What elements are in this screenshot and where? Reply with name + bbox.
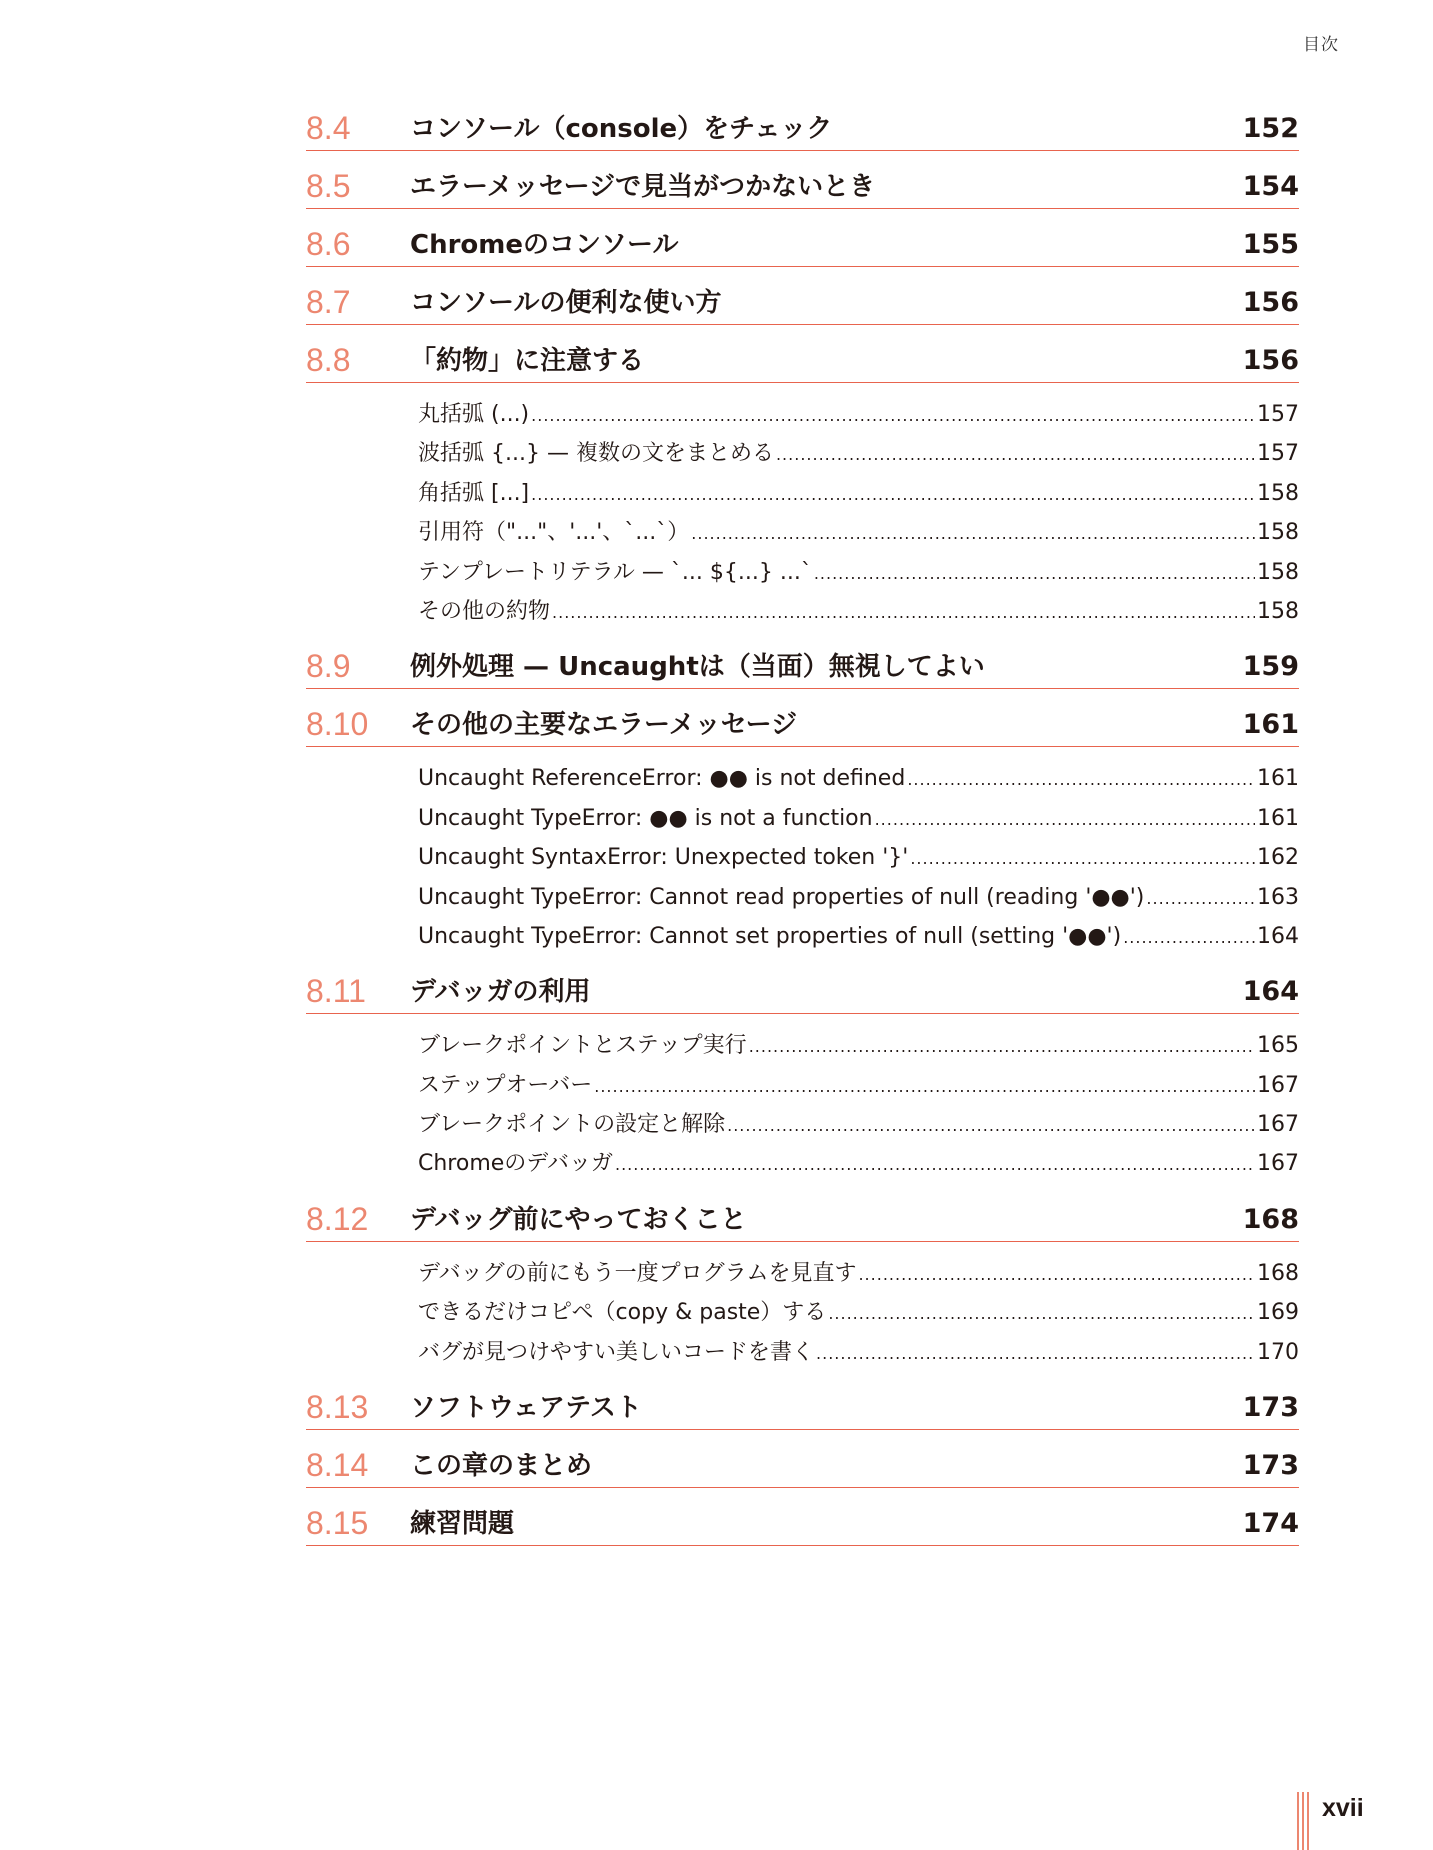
section-title: コンソール（console）をチェック [410,114,833,144]
section-title: デバッガの利用 [410,977,591,1008]
section-number: 8.6 [306,226,351,262]
toc-subsection-row[interactable] [418,553,1299,592]
section-title: デバッグ前にやっておくこと [410,1204,747,1235]
subsection-title: ブレークポイントとステップ実行 [418,1033,747,1059]
toc-section-row[interactable] [306,219,1299,267]
dot-leader [1123,918,1255,957]
subsection-page: 161 [1257,766,1299,792]
subsection-page: 169 [1257,1300,1299,1326]
subsection-title: Chromeのデバッガ [418,1151,613,1177]
section-page: 161 [1242,709,1299,741]
subsection-list [306,747,1299,956]
section-number: 8.8 [306,342,351,378]
section-page: 154 [1242,171,1299,202]
dot-leader [531,396,1255,435]
toc-subsection-row[interactable] [418,474,1299,513]
subsection-title: デバッグの前にもう一度プログラムを見直す [418,1260,857,1286]
footer-rule [1297,1792,1299,1850]
section-title: この章のまとめ [410,1451,593,1482]
section-page: 155 [1242,229,1299,260]
running-head: 目次 [1303,35,1339,55]
dot-leader [816,1334,1255,1373]
toc-section-row[interactable] [306,277,1299,325]
section-number: 8.13 [306,1389,369,1426]
table-of-contents [306,103,1299,1546]
toc-subsection-row[interactable] [418,1105,1299,1144]
subsection-list [306,1014,1299,1184]
subsection-page: 161 [1257,805,1299,831]
subsection-page: 157 [1257,441,1299,467]
dot-leader [858,1255,1255,1294]
subsection-title: Uncaught TypeError: Cannot set properties of null (setting '●●') [418,923,1122,949]
section-number: 8.12 [306,1200,369,1237]
section-number: 8.7 [306,284,351,320]
section-page: 168 [1242,1203,1299,1235]
section-page: 152 [1242,113,1299,144]
toc-subsection-row[interactable] [418,395,1299,434]
section-title: 練習問題 [410,1509,515,1540]
toc-section-row[interactable] [306,1194,1299,1242]
toc-subsection-row[interactable] [418,1333,1299,1372]
dot-leader [594,1067,1255,1106]
section-number: 8.15 [306,1505,369,1542]
page-number: xvii [1322,1794,1364,1822]
section-title: コンソールの便利な使い方 [410,288,722,318]
subsection-list [306,383,1299,631]
dot-leader [615,1145,1255,1184]
toc-section-row[interactable] [306,966,1299,1014]
toc-subsection-row[interactable] [418,592,1299,631]
toc-subsection-row[interactable] [418,1026,1299,1065]
dot-leader [531,475,1255,514]
section-page: 164 [1242,976,1299,1008]
subsection-page: 168 [1257,1260,1299,1286]
toc-section-row[interactable] [306,1498,1299,1546]
dot-leader [875,800,1255,839]
subsection-page: 170 [1257,1339,1299,1365]
subsection-page: 163 [1257,884,1299,910]
section-page: 159 [1242,651,1299,683]
dot-leader [907,760,1255,799]
section-number: 8.5 [306,168,351,204]
subsection-title: ステップオーバー [418,1072,593,1098]
subsection-page: 158 [1257,520,1299,546]
dot-leader [814,554,1255,593]
section-page: 156 [1242,287,1299,318]
section-number: 8.10 [306,706,369,743]
section-page: 174 [1242,1508,1299,1540]
subsection-title: 角括弧 [...] [418,480,530,506]
dot-leader [552,593,1255,632]
toc-subsection-row[interactable] [418,434,1299,473]
section-title: ソフトウェアテスト [410,1393,642,1424]
subsection-page: 167 [1257,1112,1299,1138]
toc-subsection-row[interactable] [418,759,1299,798]
subsection-page: 158 [1257,559,1299,585]
toc-section-row[interactable] [306,161,1299,209]
dot-leader [1146,879,1255,918]
footer-rule [1307,1792,1309,1850]
dot-leader [749,1027,1255,1066]
toc-subsection-row[interactable] [418,838,1299,877]
subsection-title: Uncaught ReferenceError: ●● is not defined [418,766,906,792]
section-title: Chromeのコンソール [410,230,679,260]
section-title: 例外処理 — Uncaughtは（当面）無視してよい [410,652,985,683]
footer-rule [1302,1792,1304,1850]
section-title: 「約物」に注意する [410,346,645,376]
toc-subsection-row[interactable] [418,1293,1299,1332]
dot-leader [828,1294,1255,1333]
subsection-list [306,1242,1299,1372]
toc-section-row[interactable] [306,1440,1299,1488]
section-page: 173 [1242,1450,1299,1482]
section-page: 173 [1242,1392,1299,1424]
subsection-page: 158 [1257,480,1299,506]
subsection-title: できるだけコピペ（copy & paste）する [418,1300,827,1326]
section-page: 156 [1242,345,1299,376]
subsection-page: 165 [1257,1033,1299,1059]
toc-section-row[interactable] [306,1382,1299,1430]
toc-section-row[interactable] [306,699,1299,747]
subsection-page: 167 [1257,1151,1299,1177]
toc-subsection-row[interactable] [418,1066,1299,1105]
toc-subsection-row[interactable] [418,917,1299,956]
subsection-page: 162 [1257,845,1299,871]
toc-section-row[interactable] [306,103,1299,151]
subsection-title: 丸括弧 (...) [418,402,530,427]
subsection-page: 157 [1257,402,1299,427]
subsection-title: Uncaught TypeError: ●● is not a function [418,805,873,831]
subsection-title: Uncaught TypeError: Cannot read properties of null (reading '●●') [418,884,1145,910]
subsection-page: 158 [1257,598,1299,624]
toc-subsection-row[interactable] [418,513,1299,552]
subsection-page: 164 [1257,923,1299,949]
section-number: 8.9 [306,648,351,685]
toc-subsection-row[interactable] [418,878,1299,917]
section-number: 8.4 [306,110,351,146]
subsection-title: Uncaught SyntaxError: Unexpected token '}' [418,845,909,871]
dot-leader [691,514,1255,553]
subsection-title: 波括弧 {...} — 複数の文をまとめる [418,441,774,467]
toc-subsection-row[interactable] [418,1254,1299,1293]
subsection-title: テンプレートリテラル — `... ${...} ...` [418,559,812,585]
section-title: その他の主要なエラーメッセージ [410,710,798,741]
dot-leader [727,1106,1255,1145]
subsection-title: ブレークポイントの設定と解除 [418,1112,726,1138]
toc-subsection-row[interactable] [418,799,1299,838]
subsection-page: 167 [1257,1072,1299,1098]
subsection-title: その他の約物 [418,598,551,624]
subsection-title: 引用符（"..."、'...'、`...`） [418,520,690,546]
subsection-title: バグが見つけやすい美しいコードを書く [418,1339,815,1365]
section-title: エラーメッセージで見当がつかないとき [410,172,876,202]
toc-subsection-row[interactable] [418,1144,1299,1183]
toc-section-row[interactable] [306,641,1299,689]
section-number: 8.11 [306,973,366,1010]
section-number: 8.14 [306,1447,369,1484]
dot-leader [910,839,1255,878]
dot-leader [776,435,1255,474]
toc-section-row[interactable] [306,335,1299,383]
